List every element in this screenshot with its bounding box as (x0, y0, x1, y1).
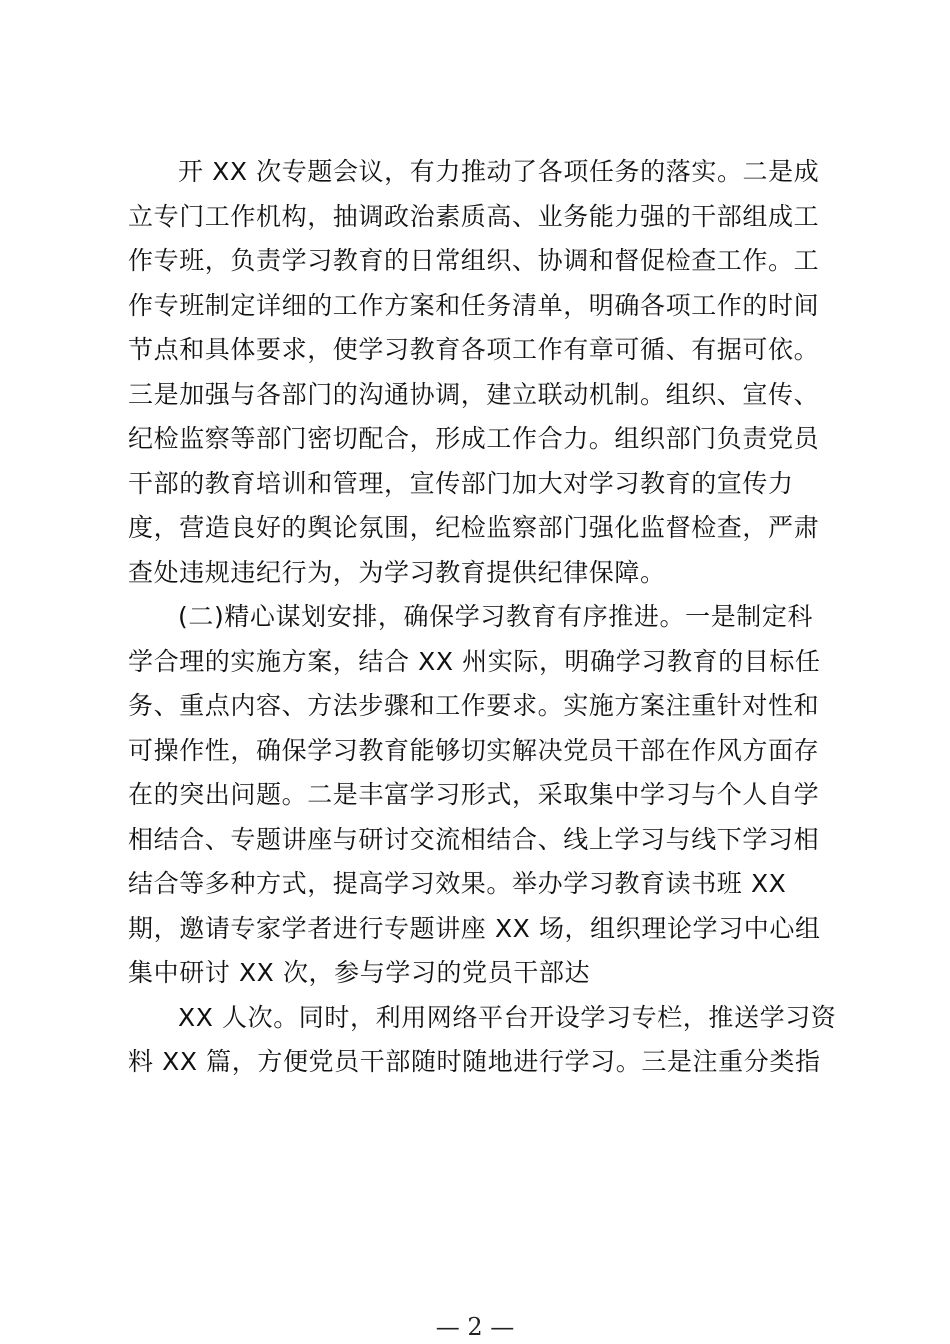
text-line: 相结合、专题讲座与研讨交流相结合、线上学习与线下学习相 (128, 824, 820, 854)
text-line: 结合等多种方式，提高学习效果。举办学习教育读书班 XX (128, 869, 787, 898)
text-line: 在的突出问题。二是丰富学习形式，采取集中学习与个人自学 (128, 780, 820, 809)
text-line: 立专门工作机构，抽调政治素质高、业务能力强的干部组成工 (128, 201, 820, 231)
text-line: 可操作性，确保学习教育能够切实解决党员干部在作风方面存 (128, 735, 820, 765)
text-line: 三是加强与各部门的沟通协调，建立联动机制。组织、宣传、 (128, 379, 820, 409)
page-number: — 2 — (435, 1313, 515, 1341)
text-line: 集中研讨 XX 次，参与学习的党员干部达 (128, 958, 591, 987)
text-line: 节点和具体要求，使学习教育各项工作有章可循、有据可依。 (128, 335, 820, 364)
text-line: (二)精心谋划安排，确保学习教育有序推进。一是制定科 (178, 602, 814, 631)
text-line: 务、重点内容、方法步骤和工作要求。实施方案注重针对性和 (128, 691, 820, 720)
text-line: 作专班，负责学习教育的日常组织、协调和督促检查工作。工 (128, 246, 820, 275)
text-line: 料 XX 篇，方便党员干部随时随地进行学习。三是注重分类指 (128, 1047, 821, 1076)
text-line: 作专班制定详细的工作方案和任务清单，明确各项工作的时间 (128, 290, 820, 320)
text-line: 开 XX 次专题会议，有力推动了各项任务的落实。二是成 (178, 157, 820, 186)
text-line: 学合理的实施方案，结合 XX 州实际，明确学习教育的目标任 (128, 646, 821, 676)
text-line: 查处违规违纪行为，为学习教育提供纪律保障。 (128, 557, 666, 587)
text-line: 干部的教育培训和管理，宣传部门加大对学习教育的宣传力 (128, 468, 794, 498)
text-line: 纪检监察等部门密切配合，形成工作合力。组织部门负责党员 (128, 424, 820, 453)
body-text (128, 150, 837, 1085)
text-line: XX 人次。同时，利用网络平台开设学习专栏，推送学习资 (178, 1002, 837, 1032)
text-line: 期，邀请专家学者进行专题讲座 XX 场，组织理论学习中心组 (128, 913, 821, 943)
text-line: 度，营造良好的舆论氛围，纪检监察部门强化监督检查，严肃 (128, 513, 820, 542)
